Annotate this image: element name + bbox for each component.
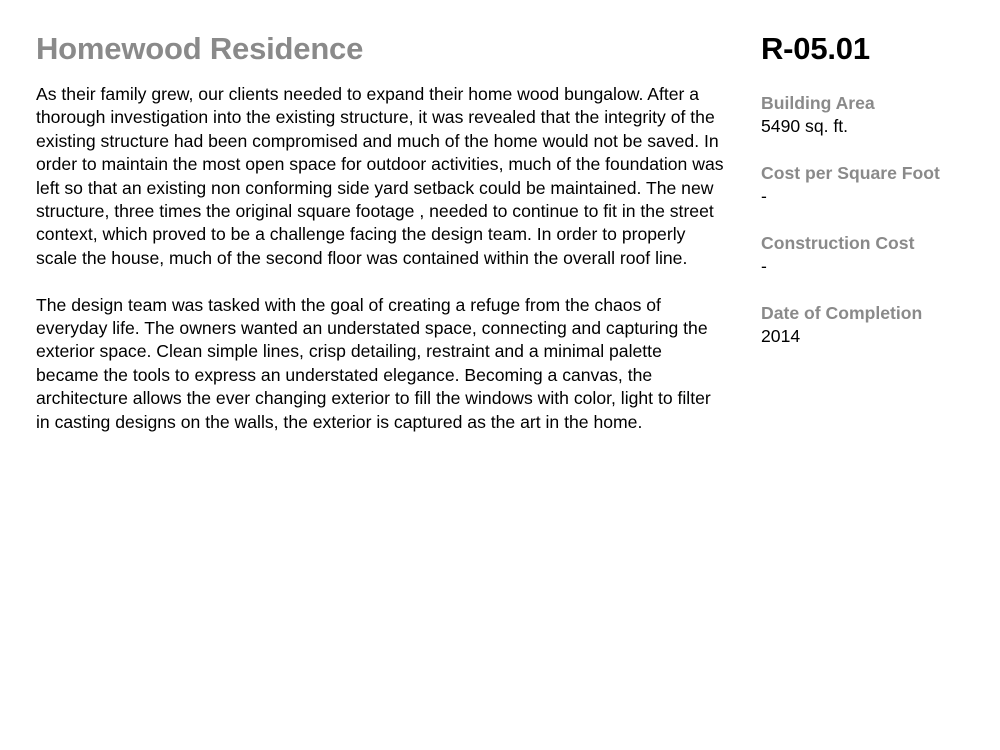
page-title: Homewood Residence [36,31,364,66]
stat-cost-per-square-foot [761,162,991,208]
project-number: R-05.01 [761,31,870,66]
stat-label: Cost per Square Foot [761,163,940,183]
project-info-sidebar [761,28,991,372]
stat-date-of-completion [761,302,991,348]
stat-construction-cost [761,232,991,278]
project-stats [761,92,991,348]
stat-label: Date of Completion [761,303,923,323]
stat-value: - [761,186,767,206]
stat-value: - [761,256,767,276]
stat-value: 5490 sq. ft. [761,116,849,136]
stat-label: Building Area [761,93,875,113]
description-paragraph-1: As their family grew, our clients needed to expand their home wood bungalow. After a thorough investigation into the existing structure, it was revealed that the integrity of the existing structure had been compromised and much of the home would not be saved. In order to maintain the most open space for outdoor activities, much of the foundation was left so that an existing non conforming side yard setback could be maintained. The new structure, three times the original square footage , needed to continue to fit in the street context, which proved to be a challenge facing the design team. In order to properly scale the house, much of the second floor was contained within the overall roof line. [36,84,724,268]
project-description-column [36,28,726,434]
stat-building-area [761,92,991,138]
stat-label: Construction Cost [761,233,915,253]
description-paragraph-2: The design team was tasked with the goal of creating a refuge from the chaos of everyday life. The owners wanted an understated space, connecting and capturing the exterior space. Clean simple lines, crisp detailing, restraint and a minimal palette became the tools to express an understated elegance. Becoming a canvas, the architecture allows the ever changing exterior to fill the windows with color, light to filter in casting designs on the walls, the exterior is captured as the art in the home. [36,294,711,432]
stat-value: 2014 [761,326,801,346]
